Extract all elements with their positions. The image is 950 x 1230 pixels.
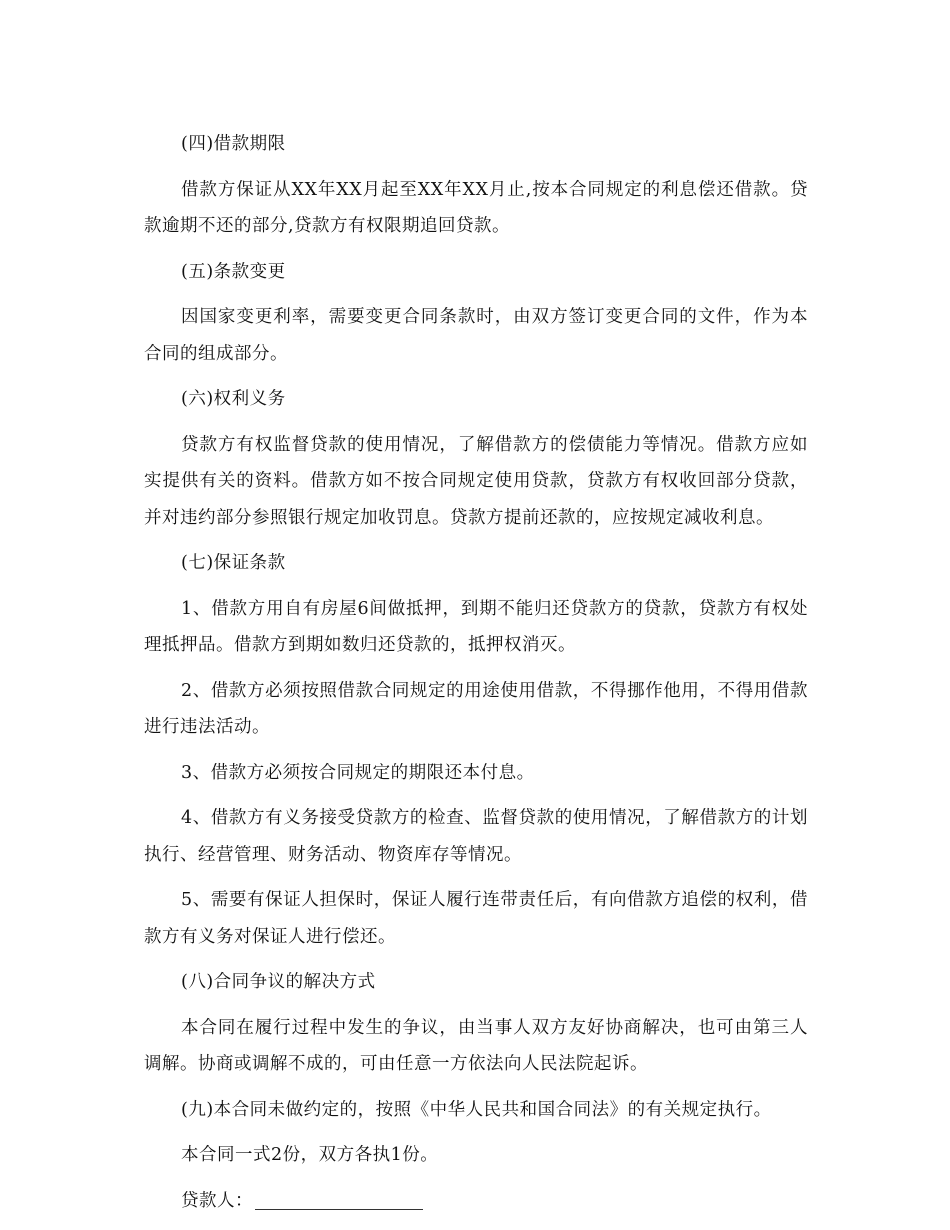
- term-paragraph: 借款方保证从XX年XX月起至XX年XX月止,按本合同规定的利息偿还借款。贷款逾期不还的部分,贷款方有权限期追回贷款。: [144, 179, 808, 236]
- guarantee-item-3: 3、借款方必须按合同规定的期限还本付息。: [181, 762, 535, 783]
- clause-nine: (九)本合同未做约定的，按照《中华人民共和国合同法》的有关规定执行。: [181, 1099, 772, 1120]
- rights-paragraph: 贷款方有权监督贷款的使用情况，了解借款方的偿债能力等情况。借款方应如实提供有关的资料。借款方如不按合同规定使用贷款，贷款方有权收回部分贷款，并对违约部分参照银行规定加收罚息。贷款方提前还款的，应按规定减收利息。: [144, 434, 808, 528]
- amendment-paragraph: 因国家变更利率，需要变更合同条款时，由双方签订变更合同的文件，作为本合同的组成部分。: [144, 307, 808, 364]
- guarantee-item-4: 4、借款方有义务接受贷款方的检查、监督贷款的使用情况，了解借款方的计划执行、经营管理、财务活动、物资库存等情况。: [144, 808, 808, 865]
- section-heading-disputes: (八)合同争议的解决方式: [181, 972, 376, 992]
- lender-label: 贷款人：: [181, 1190, 253, 1211]
- contract-body: [144, 126, 808, 1219]
- guarantee-item-5: 5、需要有保证人担保时，保证人履行连带责任后，有向借款方追偿的权利，借款方有义务对保证人进行偿还。: [144, 890, 808, 947]
- section-heading-guarantee: (七)保证条款: [181, 553, 286, 573]
- section-heading-amendment: (五)条款变更: [181, 261, 286, 282]
- lender-signature-line: [144, 1183, 808, 1220]
- section-heading-rights: (六)权利义务: [181, 389, 286, 409]
- copies-statement: 本合同一式2份，双方各执1份。: [181, 1145, 439, 1165]
- lender-signature-blank[interactable]: [255, 1189, 423, 1210]
- guarantee-item-2: 2、借款方必须按照借款合同规定的用途使用借款，不得挪作他用，不得用借款进行违法活动。: [144, 680, 808, 737]
- disputes-paragraph: 本合同在履行过程中发生的争议，由当事人双方友好协商解决，也可由第三人调解。协商或调解不成的，可由任意一方依法向人民法院起诉。: [144, 1017, 808, 1074]
- section-heading-term: (四)借款期限: [181, 134, 286, 154]
- guarantee-item-1: 1、借款方用自有房屋6间做抵押，到期不能归还贷款方的贷款，贷款方有权处理抵押品。借款方到期如数归还贷款的，抵押权消灭。: [144, 598, 808, 655]
